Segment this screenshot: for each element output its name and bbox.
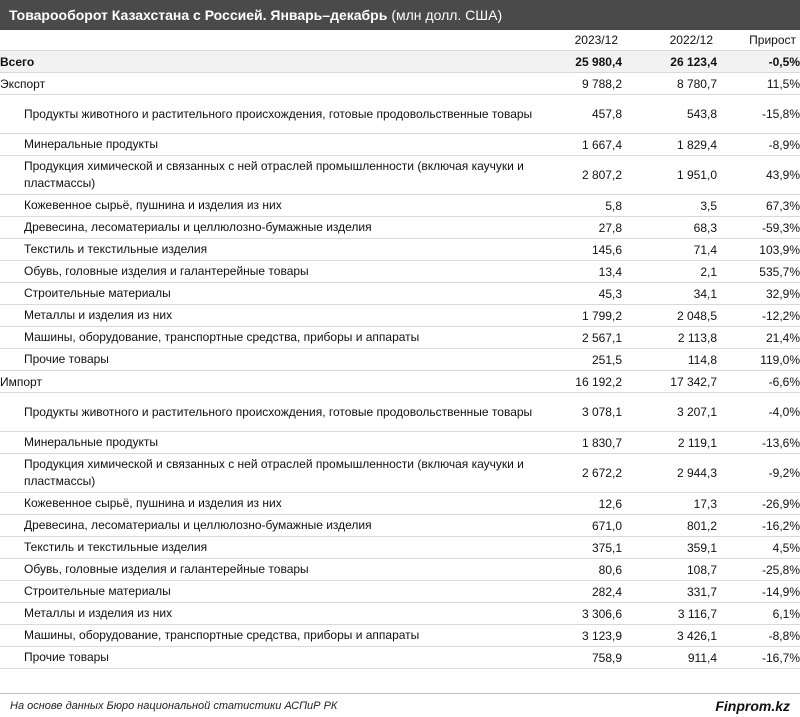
row-label: Строительные материалы xyxy=(0,581,560,603)
row-label: Обувь, головные изделия и галантерейные товары xyxy=(0,261,560,283)
growth-value: -6,6% xyxy=(717,371,800,393)
value-2023: 2 672,2 xyxy=(560,454,622,493)
value-2023: 9 788,2 xyxy=(560,73,622,95)
row-label: Металлы и изделия из них xyxy=(0,603,560,625)
header-row xyxy=(0,30,800,51)
growth-value: 43,9% xyxy=(717,156,800,195)
table-row xyxy=(0,432,800,454)
table-row xyxy=(0,537,800,559)
growth-value: -15,8% xyxy=(717,95,800,134)
value-2023: 2 567,1 xyxy=(560,327,622,349)
title-main: Товарооборот Казахстана с Россией. Январь–декабрь xyxy=(9,7,388,23)
growth-value: 535,7% xyxy=(717,261,800,283)
growth-value: 21,4% xyxy=(717,327,800,349)
row-label: Продукты животного и растительного происхождения, готовые продовольственные товары xyxy=(0,95,560,134)
row-label: Продукция химической и связанных с ней отраслей промышленности (включая каучуки и пластмассы) xyxy=(0,156,560,195)
value-2022: 2 113,8 xyxy=(622,327,717,349)
value-2023: 3 078,1 xyxy=(560,393,622,432)
value-2022: 359,1 xyxy=(622,537,717,559)
row-label: Экспорт xyxy=(0,73,560,95)
row-label: Минеральные продукты xyxy=(0,134,560,156)
growth-value: 6,1% xyxy=(717,603,800,625)
column-header-2022: 2022/12 xyxy=(622,30,717,51)
table-row xyxy=(0,305,800,327)
row-label: Древесина, лесоматериалы и целлюлозно-бумажные изделия xyxy=(0,515,560,537)
value-2022: 17 342,7 xyxy=(622,371,717,393)
value-2022: 108,7 xyxy=(622,559,717,581)
row-label: Текстиль и текстильные изделия xyxy=(0,239,560,261)
table-row xyxy=(0,454,800,493)
value-2022: 3,5 xyxy=(622,195,717,217)
footer xyxy=(0,693,800,717)
value-2023: 27,8 xyxy=(560,217,622,239)
table-row xyxy=(0,95,800,134)
row-label: Всего xyxy=(0,51,560,73)
value-2023: 3 123,9 xyxy=(560,625,622,647)
value-2022: 114,8 xyxy=(622,349,717,371)
value-2023: 758,9 xyxy=(560,647,622,669)
row-label: Кожевенное сырьё, пушнина и изделия из них xyxy=(0,195,560,217)
value-2023: 282,4 xyxy=(560,581,622,603)
value-2022: 543,8 xyxy=(622,95,717,134)
value-2023: 1 667,4 xyxy=(560,134,622,156)
value-2022: 3 116,7 xyxy=(622,603,717,625)
table-row xyxy=(0,581,800,603)
growth-value: -9,2% xyxy=(717,454,800,493)
value-2022: 68,3 xyxy=(622,217,717,239)
growth-value: 4,5% xyxy=(717,537,800,559)
growth-value: -26,9% xyxy=(717,493,800,515)
value-2022: 1 951,0 xyxy=(622,156,717,195)
row-label: Машины, оборудование, транспортные средства, приборы и аппараты xyxy=(0,625,560,647)
value-2023: 2 807,2 xyxy=(560,156,622,195)
value-2023: 375,1 xyxy=(560,537,622,559)
value-2022: 26 123,4 xyxy=(622,51,717,73)
value-2023: 25 980,4 xyxy=(560,51,622,73)
table-row xyxy=(0,515,800,537)
row-label: Обувь, головные изделия и галантерейные товары xyxy=(0,559,560,581)
table-row xyxy=(0,647,800,669)
row-label: Текстиль и текстильные изделия xyxy=(0,537,560,559)
value-2022: 8 780,7 xyxy=(622,73,717,95)
source-note: На основе данных Бюро национальной статистики АСПиР РК xyxy=(10,699,338,712)
value-2023: 145,6 xyxy=(560,239,622,261)
value-2022: 911,4 xyxy=(622,647,717,669)
growth-value: 119,0% xyxy=(717,349,800,371)
column-header-growth: Прирост xyxy=(717,30,800,51)
row-label: Машины, оборудование, транспортные средства, приборы и аппараты xyxy=(0,327,560,349)
growth-value: 32,9% xyxy=(717,283,800,305)
value-2022: 71,4 xyxy=(622,239,717,261)
table-row xyxy=(0,559,800,581)
column-header-2023: 2023/12 xyxy=(560,30,622,51)
value-2022: 331,7 xyxy=(622,581,717,603)
total-row xyxy=(0,51,800,73)
row-label: Древесина, лесоматериалы и целлюлозно-бумажные изделия xyxy=(0,217,560,239)
growth-value: -8,9% xyxy=(717,134,800,156)
value-2023: 13,4 xyxy=(560,261,622,283)
value-2023: 12,6 xyxy=(560,493,622,515)
table-row xyxy=(0,261,800,283)
value-2023: 80,6 xyxy=(560,559,622,581)
trade-table xyxy=(0,30,800,669)
row-label: Строительные материалы xyxy=(0,283,560,305)
row-label: Продукты животного и растительного происхождения, готовые продовольственные товары xyxy=(0,393,560,432)
row-label: Прочие товары xyxy=(0,349,560,371)
growth-value: -25,8% xyxy=(717,559,800,581)
value-2022: 2 048,5 xyxy=(622,305,717,327)
section-row xyxy=(0,73,800,95)
value-2022: 3 207,1 xyxy=(622,393,717,432)
value-2023: 5,8 xyxy=(560,195,622,217)
table-row xyxy=(0,134,800,156)
growth-value: -13,6% xyxy=(717,432,800,454)
value-2023: 251,5 xyxy=(560,349,622,371)
value-2022: 2 944,3 xyxy=(622,454,717,493)
row-label: Импорт xyxy=(0,371,560,393)
value-2023: 671,0 xyxy=(560,515,622,537)
value-2022: 2,1 xyxy=(622,261,717,283)
table-row xyxy=(0,625,800,647)
table-row xyxy=(0,239,800,261)
growth-value: -16,2% xyxy=(717,515,800,537)
growth-value: -4,0% xyxy=(717,393,800,432)
value-2023: 45,3 xyxy=(560,283,622,305)
growth-value: -16,7% xyxy=(717,647,800,669)
growth-value: -59,3% xyxy=(717,217,800,239)
value-2023: 1 799,2 xyxy=(560,305,622,327)
growth-value: -12,2% xyxy=(717,305,800,327)
growth-value: 11,5% xyxy=(717,73,800,95)
table-row xyxy=(0,349,800,371)
table-row xyxy=(0,156,800,195)
row-label: Продукция химической и связанных с ней отраслей промышленности (включая каучуки и пластмассы) xyxy=(0,454,560,493)
row-label: Прочие товары xyxy=(0,647,560,669)
column-header-label xyxy=(0,30,560,51)
value-2022: 17,3 xyxy=(622,493,717,515)
table-row xyxy=(0,493,800,515)
row-label: Кожевенное сырьё, пушнина и изделия из них xyxy=(0,493,560,515)
growth-value: 103,9% xyxy=(717,239,800,261)
growth-value: -14,9% xyxy=(717,581,800,603)
value-2022: 1 829,4 xyxy=(622,134,717,156)
value-2022: 801,2 xyxy=(622,515,717,537)
growth-value: 67,3% xyxy=(717,195,800,217)
table-row xyxy=(0,603,800,625)
value-2022: 3 426,1 xyxy=(622,625,717,647)
value-2022: 2 119,1 xyxy=(622,432,717,454)
table-row xyxy=(0,393,800,432)
value-2023: 1 830,7 xyxy=(560,432,622,454)
table-title xyxy=(0,0,800,30)
section-row xyxy=(0,371,800,393)
growth-value: -8,8% xyxy=(717,625,800,647)
growth-value: -0,5% xyxy=(717,51,800,73)
row-label: Минеральные продукты xyxy=(0,432,560,454)
table-row xyxy=(0,283,800,305)
brand-logo: Finprom.kz xyxy=(715,697,790,714)
table-row xyxy=(0,327,800,349)
value-2023: 3 306,6 xyxy=(560,603,622,625)
value-2022: 34,1 xyxy=(622,283,717,305)
row-label: Металлы и изделия из них xyxy=(0,305,560,327)
table-row xyxy=(0,195,800,217)
value-2023: 457,8 xyxy=(560,95,622,134)
table-row xyxy=(0,217,800,239)
table-body xyxy=(0,51,800,669)
title-unit: (млн долл. США) xyxy=(391,7,503,23)
value-2023: 16 192,2 xyxy=(560,371,622,393)
